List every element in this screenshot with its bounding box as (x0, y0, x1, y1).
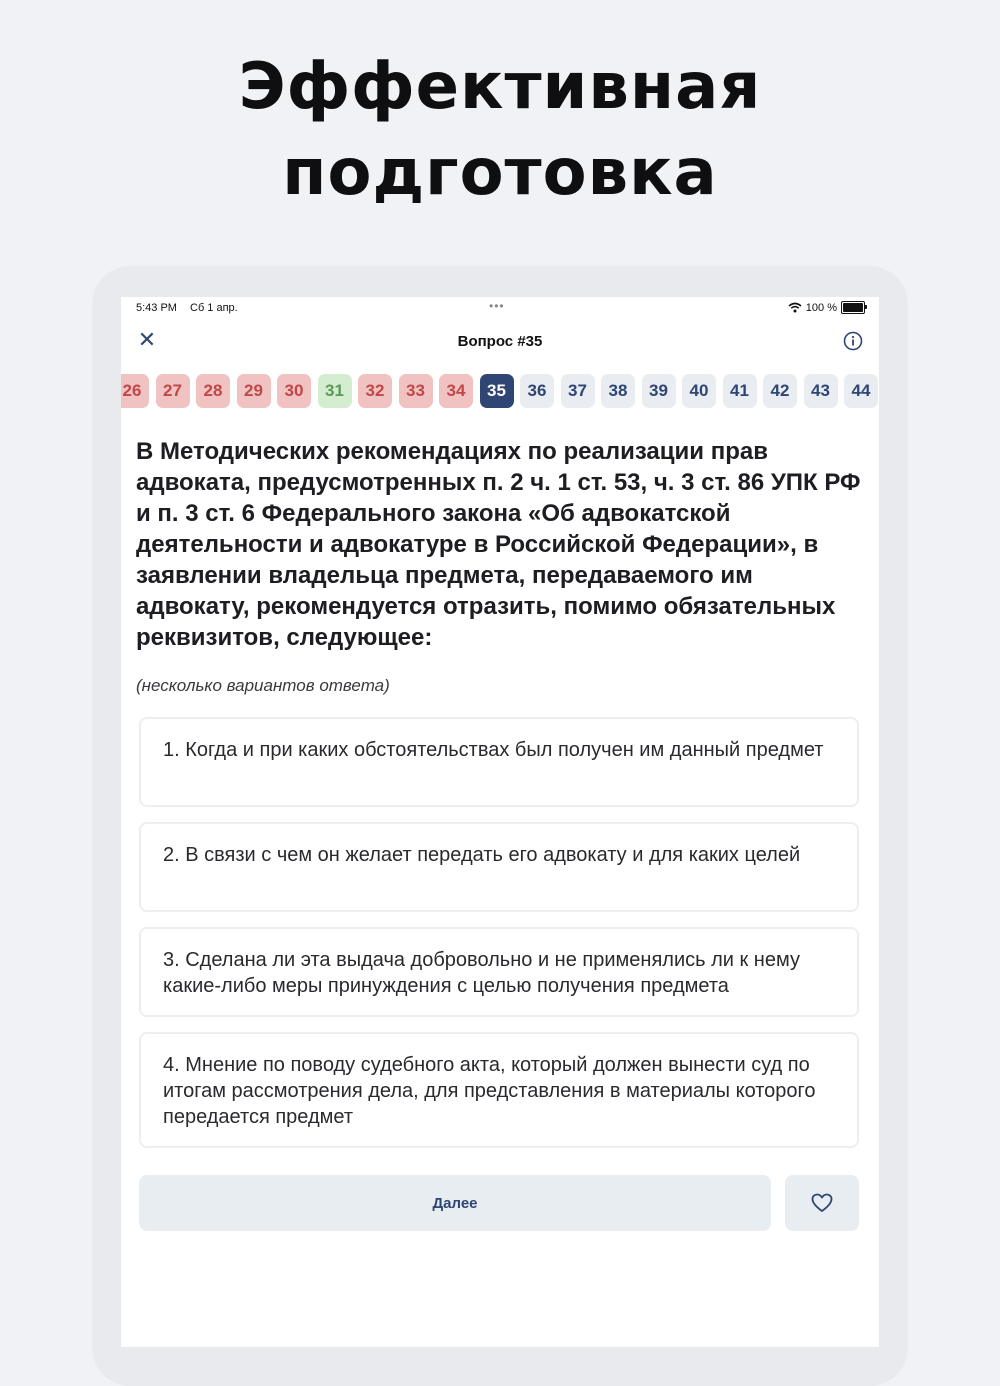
status-bar (121, 297, 879, 321)
question-chip[interactable]: 27 (156, 374, 190, 408)
question-chip[interactable]: 30 (277, 374, 311, 408)
question-chip[interactable]: 42 (763, 374, 797, 408)
question-chip[interactable]: 31 (318, 374, 352, 408)
nav-bar (121, 325, 879, 365)
question-chip[interactable]: 38 (601, 374, 635, 408)
answer-option-2[interactable]: 2. В связи с чем он желает передать его адвокату и для каких целей (139, 822, 859, 912)
next-button[interactable]: Далее (139, 1175, 771, 1231)
question-chip[interactable]: 26 (121, 374, 149, 408)
question-chip[interactable]: 35 (480, 374, 514, 408)
multitasking-dots-icon[interactable]: ••• (489, 299, 505, 313)
question-chip[interactable]: 43 (804, 374, 838, 408)
question-chip[interactable]: 28 (196, 374, 230, 408)
status-right (788, 301, 865, 314)
question-chip[interactable]: 34 (439, 374, 473, 408)
question-chip[interactable]: 29 (237, 374, 271, 408)
wifi-icon (788, 302, 802, 313)
answer-mode-hint: (несколько вариантов ответа) (136, 676, 390, 695)
battery-icon (841, 301, 865, 314)
answer-option-3[interactable]: 3. Сделана ли эта выдача добровольно и не применялись ли к нему какие-либо меры принуждения с целью получения предмета (139, 927, 859, 1017)
heart-icon (811, 1193, 833, 1213)
status-time: 5:43 PM (136, 302, 177, 314)
app-screen (121, 297, 879, 1347)
question-chip[interactable]: 33 (399, 374, 433, 408)
question-chip[interactable]: 40 (682, 374, 716, 408)
question-chip[interactable]: 36 (520, 374, 554, 408)
close-icon[interactable]: ✕ (137, 328, 157, 353)
question-chip[interactable]: 32 (358, 374, 392, 408)
question-text: В Методических рекомендациях по реализации прав адвоката, предусмотренных п. 2 ч. 1 ст. 53, ч. 3 ст. 86 УПК РФ и п. 3 ст. 6 Федерального закона «Об адвокатской деятельности и адвокатуре в Российской Федерации», в заявлении владельца предмета, передаваемого им адвокату, рекомендуется отразить, помимо обязательных реквизитов, следующее: (136, 438, 861, 651)
question-chip[interactable]: 44 (844, 374, 878, 408)
question-chip[interactable]: 37 (561, 374, 595, 408)
question-number-strip (121, 374, 879, 410)
answer-option-4[interactable]: 4. Мнение по поводу судебного акта, который должен вынести суд по итогам рассмотрения дела, для представления в материалы которого передается предмет (139, 1032, 859, 1148)
status-date: Сб 1 апр. (190, 302, 238, 314)
battery-percent: 100 % (805, 301, 837, 314)
headline-line-1: Эффективная (238, 50, 762, 124)
question-chip[interactable]: 41 (723, 374, 757, 408)
favorite-button[interactable] (785, 1175, 859, 1231)
info-icon[interactable] (843, 331, 863, 351)
promo-headline (0, 44, 1000, 216)
headline-line-2: подготовка (282, 136, 718, 210)
page-title: Вопрос #35 (457, 333, 543, 350)
answer-option-1[interactable]: 1. Когда и при каких обстоятельствах был получен им данный предмет (139, 717, 859, 807)
question-chip[interactable]: 39 (642, 374, 676, 408)
